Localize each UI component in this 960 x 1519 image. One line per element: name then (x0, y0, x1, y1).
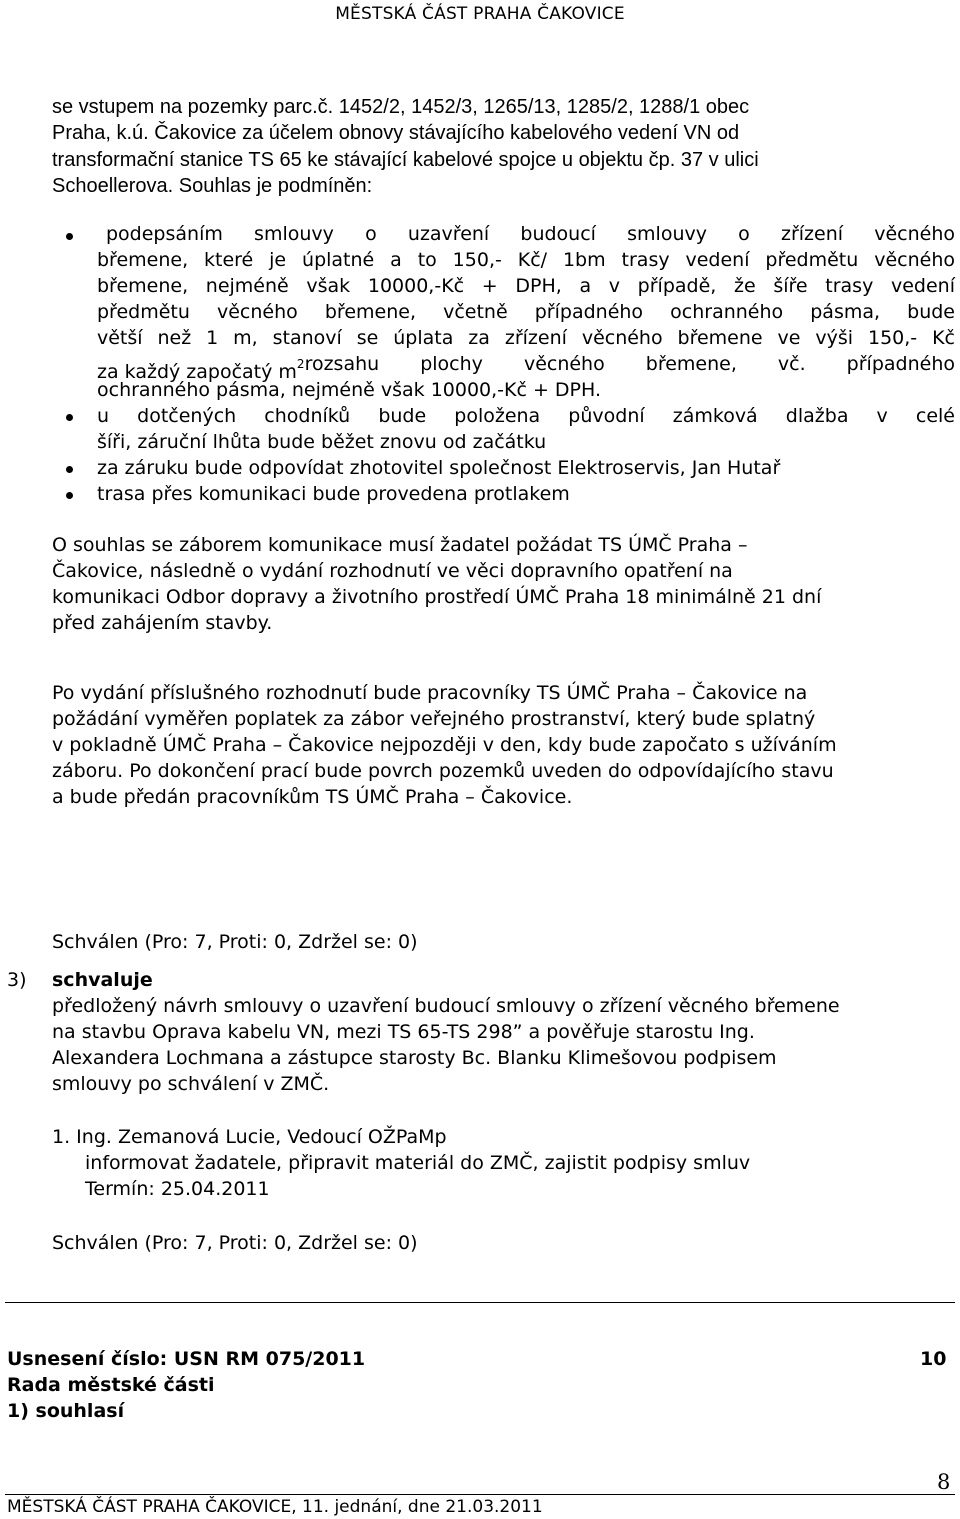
resolution-page-number: 10 (920, 1348, 947, 1370)
para1-line-2: Čakovice, následně o vydání rozhodnutí ve věci dopravního opatření na (52, 560, 733, 582)
section-divider (5, 1302, 955, 1303)
resolution-line-1: předložený návrh smlouvy o uzavření budoucí smlouvy o zřízení věcného břemene (52, 995, 840, 1017)
resolution-number: 3) (7, 969, 27, 991)
resolution-line-3: Alexandera Lochmana a zástupce starosty Bc. Blanku Klimešovou podpisem (52, 1047, 777, 1069)
footer-divider (5, 1494, 955, 1495)
condition-1-line-7: ochranného pásma, nejméně však 10000,-Kč + DPH. (97, 379, 602, 401)
page-header: MĚSTSKÁ ČÁST PRAHA ČAKOVICE (335, 4, 625, 24)
resolution-id: Usnesení číslo: USN RM 075/2011 (7, 1348, 366, 1370)
condition-1-line-1: podepsáním smlouvy o uzavření budoucí smlouvy o zřízení věcného (106, 223, 955, 245)
next-item: 1) souhlasí (7, 1400, 125, 1422)
intro-line-3: transformační stanice TS 65 ke stávající kabelové spojce u objektu čp. 37 v ulici (52, 149, 759, 171)
vote-result-1: Schválen (Pro: 7, Proti: 0, Zdržel se: 0) (52, 931, 418, 953)
resolution-line-2: na stavbu Oprava kabelu VN, mezi TS 65-TS 298” a pověřuje starostu Ing. (52, 1021, 755, 1043)
footer-text: MĚSTSKÁ ČÁST PRAHA ČAKOVICE, 11. jednání, dne 21.03.2011 (7, 1497, 543, 1517)
para2-line-1: Po vydání příslušného rozhodnutí bude pracovníky TS ÚMČ Praha – Čakovice na (52, 682, 808, 704)
condition-1-line-6-rest: rozsahu plochy věcného břemene, vč. případného (304, 353, 955, 375)
para2-line-3: v pokladně ÚMČ Praha – Čakovice nejpozději v den, kdy bude započato s užíváním (52, 734, 837, 756)
intro-line-4: Schoellerova. Souhlas je podmíněn: (52, 175, 373, 197)
task-deadline: Termín: 25.04.2011 (85, 1178, 270, 1200)
condition-4: trasa přes komunikaci bude provedena protlakem (97, 483, 570, 505)
superscript-2: 2 (296, 357, 305, 371)
para1-line-4: před zahájením stavby. (52, 612, 273, 634)
condition-1-line-5: větší než 1 m, stanoví se úplata za zřízení věcného břemene ve výši 150,- Kč (97, 327, 955, 349)
para1-line-1: O souhlas se záborem komunikace musí žadatel požádat TS ÚMČ Praha – (52, 534, 748, 556)
bullet-icon (66, 466, 73, 473)
para2-line-2: požádání vyměřen poplatek za zábor veřejného prostranství, který bude splatný (52, 708, 816, 730)
bullet-icon (66, 233, 73, 240)
condition-3: za záruku bude odpovídat zhotovitel společnost Elektroservis, Jan Hutař (97, 457, 781, 479)
resolution-verb: schvaluje (52, 969, 153, 991)
task-responsible: 1. Ing. Zemanová Lucie, Vedoucí OŽPaMp (52, 1126, 447, 1148)
condition-1-line-4: předmětu věcného břemene, včetně případného ochranného pásma, bude (97, 301, 955, 323)
resolution-line-4: smlouvy po schválení v ZMČ. (52, 1073, 330, 1095)
task-text: informovat žadatele, připravit materiál do ZMČ, zajistit podpisy smluv (85, 1152, 751, 1174)
para2-line-4: záboru. Po dokončení prací bude povrch pozemků uveden do odpovídajícího stavu (52, 760, 834, 782)
bullet-icon (66, 492, 73, 499)
bullet-icon (66, 414, 73, 421)
para1-line-3: komunikaci Odbor dopravy a životního prostředí ÚMČ Praha 18 minimálně 21 dní (52, 586, 822, 608)
condition-2-line-2: šíři, záruční lhůta bude běžet znovu od začátku (97, 431, 547, 453)
intro-line-2: Praha, k.ú. Čakovice za účelem obnovy stávajícího kabelového vedení VN od (52, 122, 740, 144)
council-name: Rada městské části (7, 1374, 215, 1396)
condition-1-line-3: břemene, nejméně však 10000,-Kč + DPH, a v případě, že šíře trasy vedení (97, 275, 955, 297)
condition-1-line-2: břemene, které je úplatné a to 150,- Kč/ 1bm trasy vedení předmětu věcného (97, 249, 955, 271)
intro-line-1: se vstupem na pozemky parc.č. 1452/2, 1452/3, 1265/13, 1285/2, 1288/1 obec (52, 96, 750, 118)
para2-line-5: a bude předán pracovníkům TS ÚMČ Praha – Čakovice. (52, 786, 573, 808)
vote-result-2: Schválen (Pro: 7, Proti: 0, Zdržel se: 0) (52, 1232, 418, 1254)
condition-1-line-6-start: za každý započatý $m^2$ (97, 357, 305, 383)
condition-2-line-1: u dotčených chodníků bude položena původní zámková dlažba v celé (97, 405, 955, 427)
page-number: 8 (937, 1470, 951, 1494)
